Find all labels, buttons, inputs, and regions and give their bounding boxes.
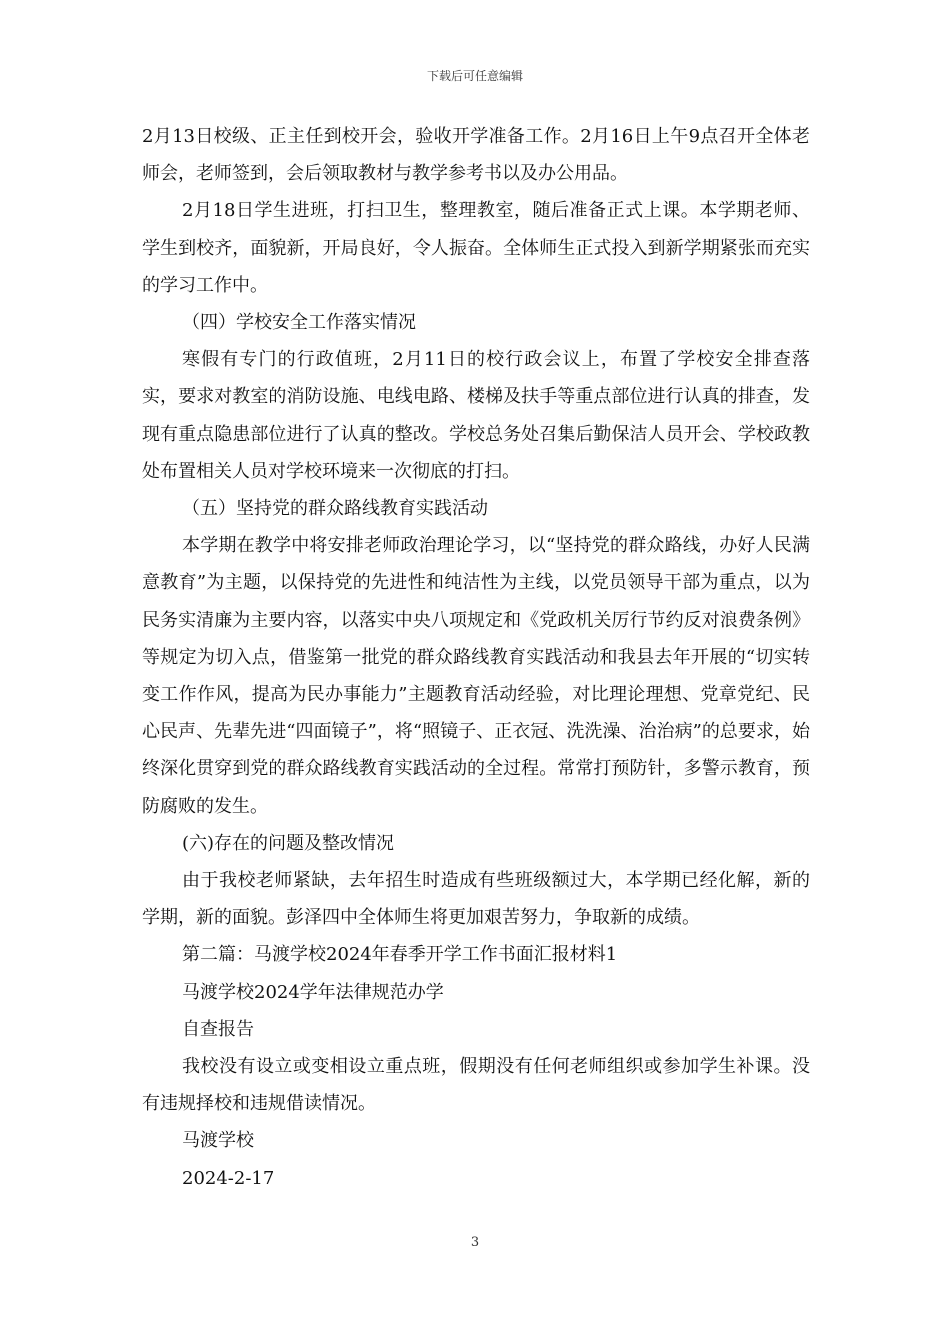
report-subtitle: 自查报告 — [182, 1018, 254, 1040]
paragraph: 由于我校老师紧缺，去年招生时造成有些班级额过大，本学期已经化解，新的学期，新的面貌。彭泽四中全体师生将更加艰苦努力，争取新的成绩。 — [142, 870, 810, 929]
page-number: 3 — [470, 1235, 480, 1250]
paragraph: 2月18日学生进班，打扫卫生，整理教室，随后准备正式上课。本学期老师、学生到校齐，面貌新，开局良好，令人振奋。全体师生正式投入到新学期紧张而充实的学习工作中。 — [142, 200, 810, 296]
section-heading: (六)存在的问题及整改情况 — [182, 832, 395, 854]
signature-school: 马渡学校 — [182, 1130, 254, 1152]
report-title: 马渡学校2024学年法律规范办学 — [182, 981, 444, 1003]
section-heading: （四）学校安全工作落实情况 — [182, 312, 416, 334]
page-header: 下载后可任意编辑 — [426, 69, 523, 83]
paragraph: 寒假有专门的行政值班，2月11日的校行政会议上，布置了学校安全排查落实，要求对教室的消防设施、电线电路、楼梯及扶手等重点部位进行认真的排查，发现有重点隐患部位进行了认真的整改。学校总务处召集后勤保洁人员开会、学校政教处布置相关人员对学校环境来一次彻底的打扫。 — [142, 349, 810, 482]
paragraph: 本学期在教学中将安排老师政治理论学习，以“坚持党的群众路线，办好人民满意教育”为主题，以保持党的先进性和纯洁性为主线，以党员领导干部为重点，以为民务实清廉为主要内容，以落实中央八项规定和《党政机关厉行节约反对浪费条例》等规定为切入点，借鉴第一批党的群众路线教育实践活动和我县去年开展的“切实转变工作作风，提高为民办事能力”主题教育活动经验，对比理论理想、党章党纪、民心民声、先辈先进“四面镜子”，将“照镜子、正衣冠、洗洗澡、治治病”的总要求，始终深化贯穿到党的群众路线教育实践活动的全过程。常常打预防针，多警示教育，预防腐败的发生。 — [142, 535, 810, 817]
document-body — [142, 118, 810, 1197]
section-heading: （五）坚持党的群众路线教育实践活动 — [182, 498, 488, 520]
signature-date: 2024-2-17 — [182, 1167, 275, 1189]
paragraph: 2月13日校级、正主任到校开会，验收开学准备工作。2月16日上午9点召开全体老师会，老师签到，会后领取教材与教学参考书以及办公用品。 — [142, 126, 810, 185]
document-title: 第二篇：马渡学校2024年春季开学工作书面汇报材料1 — [182, 944, 618, 966]
paragraph: 我校没有设立或变相设立重点班，假期没有任何老师组织或参加学生补课。没有违规择校和违规借读情况。 — [142, 1056, 810, 1115]
